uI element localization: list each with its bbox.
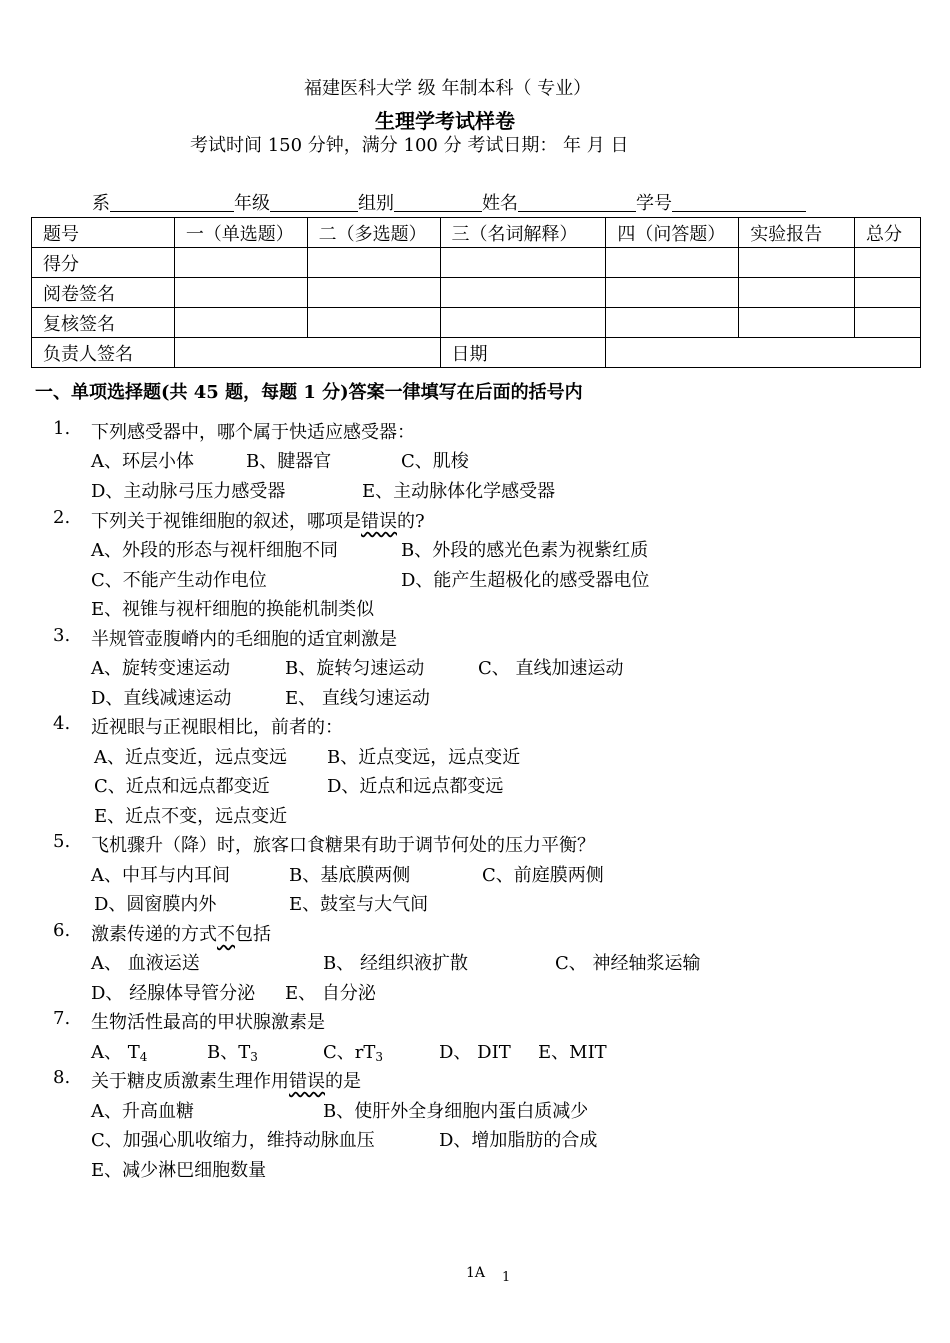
dept-label: 系: [92, 193, 110, 214]
responsible-signature-cell[interactable]: [174, 338, 440, 368]
question-stem: 半规管壶腹嵴内的毛细胞的适宜刺激是: [91, 629, 397, 650]
table-header-cell: 实验报告: [739, 218, 855, 248]
stem-text: 的?: [397, 511, 425, 532]
table-header-cell: 二（多选题）: [307, 218, 440, 248]
question-1: [0, 414, 950, 444]
question-8-options-row3: [0, 1152, 950, 1182]
row-label: 阅卷签名: [32, 278, 175, 308]
question-5-options-row2: [0, 886, 950, 916]
footer-code: 1A: [466, 1265, 486, 1281]
score-cell[interactable]: [174, 278, 307, 308]
question-stem: 飞机骤升（降）时，旅客口食糖果有助于调节何处的压力平衡？: [91, 835, 595, 856]
score-cell[interactable]: [174, 308, 307, 338]
group-label: 组别: [358, 193, 394, 214]
option-d: D、 DIT: [439, 1042, 511, 1063]
score-table-header-row: [32, 218, 921, 248]
table-row: [32, 308, 921, 338]
table-row: [32, 248, 921, 278]
option-a: A、外段的形态与视杆细胞不同: [91, 540, 338, 561]
row-label: 负责人签名: [32, 338, 175, 368]
name-label: 姓名: [482, 193, 518, 214]
question-stem: 生物活性最高的甲状腺激素是: [91, 1012, 325, 1033]
option-d: D、 经腺体导管分泌: [91, 983, 256, 1004]
option-b: B、腱器官: [246, 451, 332, 472]
option-d: D、主动脉弓压力感受器: [91, 481, 286, 502]
question-number: 5.: [53, 831, 71, 852]
option-e: E、 自分泌: [285, 983, 376, 1004]
header-info-line: 福建医科大学 级 年制本科（ 专业）: [304, 78, 592, 99]
question-stem: [91, 920, 271, 946]
question-1-options-row2: [0, 473, 950, 503]
option-d: D、能产生超极化的感受器电位: [401, 570, 650, 591]
option-a: A、环层小体: [91, 451, 194, 472]
question-4-options-row1: [0, 739, 950, 769]
student-info-row: [92, 193, 806, 215]
stem-text: 下列关于视锥细胞的叙述，哪项是: [91, 511, 361, 532]
table-header-cell: 题号: [32, 218, 175, 248]
question-stem: [91, 507, 425, 533]
question-4-options-row2: [0, 768, 950, 798]
question-4: [0, 709, 950, 739]
score-table: [31, 217, 921, 368]
question-number: 2.: [53, 507, 71, 528]
table-header-cell: 三（名词解释）: [440, 218, 606, 248]
question-stem: 下列感受器中，哪个属于快适应感受器：: [91, 422, 415, 443]
option-e: E、主动脉体化学感受器: [362, 481, 556, 502]
question-2-options-row2: [0, 562, 950, 592]
option-c: C、肌梭: [401, 451, 469, 472]
score-cell[interactable]: [739, 248, 855, 278]
table-row: [32, 278, 921, 308]
stem-emphasis: 错误: [289, 1071, 325, 1092]
score-cell[interactable]: [739, 278, 855, 308]
question-2-options-row1: [0, 532, 950, 562]
option-b: B、 经组织液扩散: [323, 953, 468, 974]
option-a: A、旋转变速运动: [91, 658, 230, 679]
stem-emphasis: 错误: [361, 511, 397, 532]
score-cell[interactable]: [739, 308, 855, 338]
row-label: 复核签名: [32, 308, 175, 338]
question-7-options-row1: [0, 1034, 950, 1064]
option-b: B、基底膜两侧: [289, 865, 411, 886]
option-b: B、使肝外全身细胞内蛋白质减少: [323, 1101, 589, 1122]
score-cell[interactable]: [307, 278, 440, 308]
option-b: B、近点变远，远点变近: [327, 747, 521, 768]
stem-text: 激素传递的方式: [91, 924, 217, 945]
question-number: 8.: [53, 1067, 71, 1088]
option-d: D、直线减速运动: [91, 688, 232, 709]
score-cell[interactable]: [606, 308, 739, 338]
option-e: E、鼓室与大气间: [289, 894, 429, 915]
id-label: 学号: [636, 193, 672, 214]
stem-text: 关于糖皮质激素生理作用: [91, 1071, 289, 1092]
option-c: C、加强心肌收缩力，维持动脉血压: [91, 1130, 375, 1151]
option-c: C、不能产生动作电位: [91, 570, 267, 591]
option-a: A、 血液运送: [91, 953, 200, 974]
page-number: 1: [502, 1270, 511, 1285]
grade-field[interactable]: [270, 193, 358, 212]
option-b: [207, 1038, 258, 1064]
score-cell[interactable]: [307, 308, 440, 338]
table-header-cell: 一（单选题）: [174, 218, 307, 248]
question-7: [0, 1004, 950, 1034]
stem-text: 包括: [235, 924, 271, 945]
question-8-options-row1: [0, 1093, 950, 1123]
question-2: [0, 503, 950, 533]
question-3-options-row2: [0, 680, 950, 710]
option-a: A、中耳与内耳间: [91, 865, 230, 886]
stem-emphasis: 不: [217, 924, 235, 945]
option-b: B、外段的感光色素为视紫红质: [401, 540, 649, 561]
option-a: [91, 1038, 147, 1064]
question-stem: [91, 1067, 361, 1093]
exam-time-line: 考试时间 150 分钟，满分 100 分 考试日期： 年 月 日: [190, 135, 629, 156]
option-c: C、近点和远点都变近: [94, 776, 270, 797]
question-1-options-row1: [0, 443, 950, 473]
question-2-options-row3: [0, 591, 950, 621]
question-5: [0, 827, 950, 857]
question-3: [0, 621, 950, 651]
question-8: [0, 1063, 950, 1093]
table-header-cell: 四（问答题）: [606, 218, 739, 248]
question-5-options-row1: [0, 857, 950, 887]
score-cell[interactable]: [855, 278, 921, 308]
option-b: B、旋转匀速运动: [285, 658, 425, 679]
question-number: 6.: [53, 920, 71, 941]
option-e: E、MIT: [538, 1042, 607, 1063]
question-6: [0, 916, 950, 946]
table-row: [32, 338, 921, 368]
option-text: A、 T: [91, 1042, 140, 1063]
question-number: 3.: [53, 625, 71, 646]
question-4-options-row3: [0, 798, 950, 828]
score-cell[interactable]: [174, 248, 307, 278]
group-field[interactable]: [394, 193, 482, 212]
score-cell[interactable]: [606, 248, 739, 278]
page-title: 生理学考试样卷: [375, 109, 515, 133]
option-e: E、视锥与视杆细胞的换能机制类似: [91, 599, 375, 620]
option-c: C、前庭膜两侧: [482, 865, 604, 886]
option-c: [323, 1038, 383, 1064]
option-text: B、T: [207, 1042, 251, 1063]
option-c: C、 神经轴浆运输: [555, 953, 701, 974]
stem-text: 的是: [325, 1071, 361, 1092]
option-e: E、近点不变，远点变近: [94, 806, 288, 827]
date-cell[interactable]: [606, 338, 921, 368]
dept-field[interactable]: [110, 193, 234, 212]
subscript: 3: [375, 1050, 384, 1064]
score-cell[interactable]: [606, 278, 739, 308]
date-label: 日期: [440, 338, 606, 368]
question-8-options-row2: [0, 1122, 950, 1152]
score-cell[interactable]: [440, 308, 606, 338]
option-text: C、rT: [323, 1042, 376, 1063]
question-number: 1.: [53, 418, 71, 439]
grade-label: 年级: [234, 193, 270, 214]
score-cell[interactable]: [440, 278, 606, 308]
question-6-options-row1: [0, 945, 950, 975]
question-3-options-row1: [0, 650, 950, 680]
subscript: 4: [139, 1050, 148, 1064]
question-number: 4.: [53, 713, 71, 734]
subscript: 3: [250, 1050, 258, 1064]
row-label: 得分: [32, 248, 175, 278]
option-d: D、近点和远点都变远: [327, 776, 504, 797]
option-d: D、圆窗膜内外: [94, 894, 217, 915]
option-e: E、 直线匀速运动: [285, 688, 430, 709]
option-a: A、升高血糖: [91, 1101, 194, 1122]
score-cell[interactable]: [307, 248, 440, 278]
score-cell[interactable]: [855, 308, 921, 338]
question-number: 7.: [53, 1008, 71, 1029]
score-cell[interactable]: [440, 248, 606, 278]
section-heading: 一、单项选择题(共 45 题，每题 1 分)答案一律填写在后面的括号内: [35, 382, 583, 403]
id-field[interactable]: [672, 193, 806, 212]
score-cell[interactable]: [855, 248, 921, 278]
option-c: C、 直线加速运动: [478, 658, 624, 679]
option-d: D、增加脂肪的合成: [439, 1130, 598, 1151]
table-header-cell: 总分: [855, 218, 921, 248]
question-stem: 近视眼与正视眼相比，前者的：: [91, 717, 343, 738]
option-a: A、近点变近，远点变远: [94, 747, 287, 768]
option-e: E、减少淋巴细胞数量: [91, 1160, 267, 1181]
name-field[interactable]: [518, 193, 636, 212]
question-6-options-row2: [0, 975, 950, 1005]
